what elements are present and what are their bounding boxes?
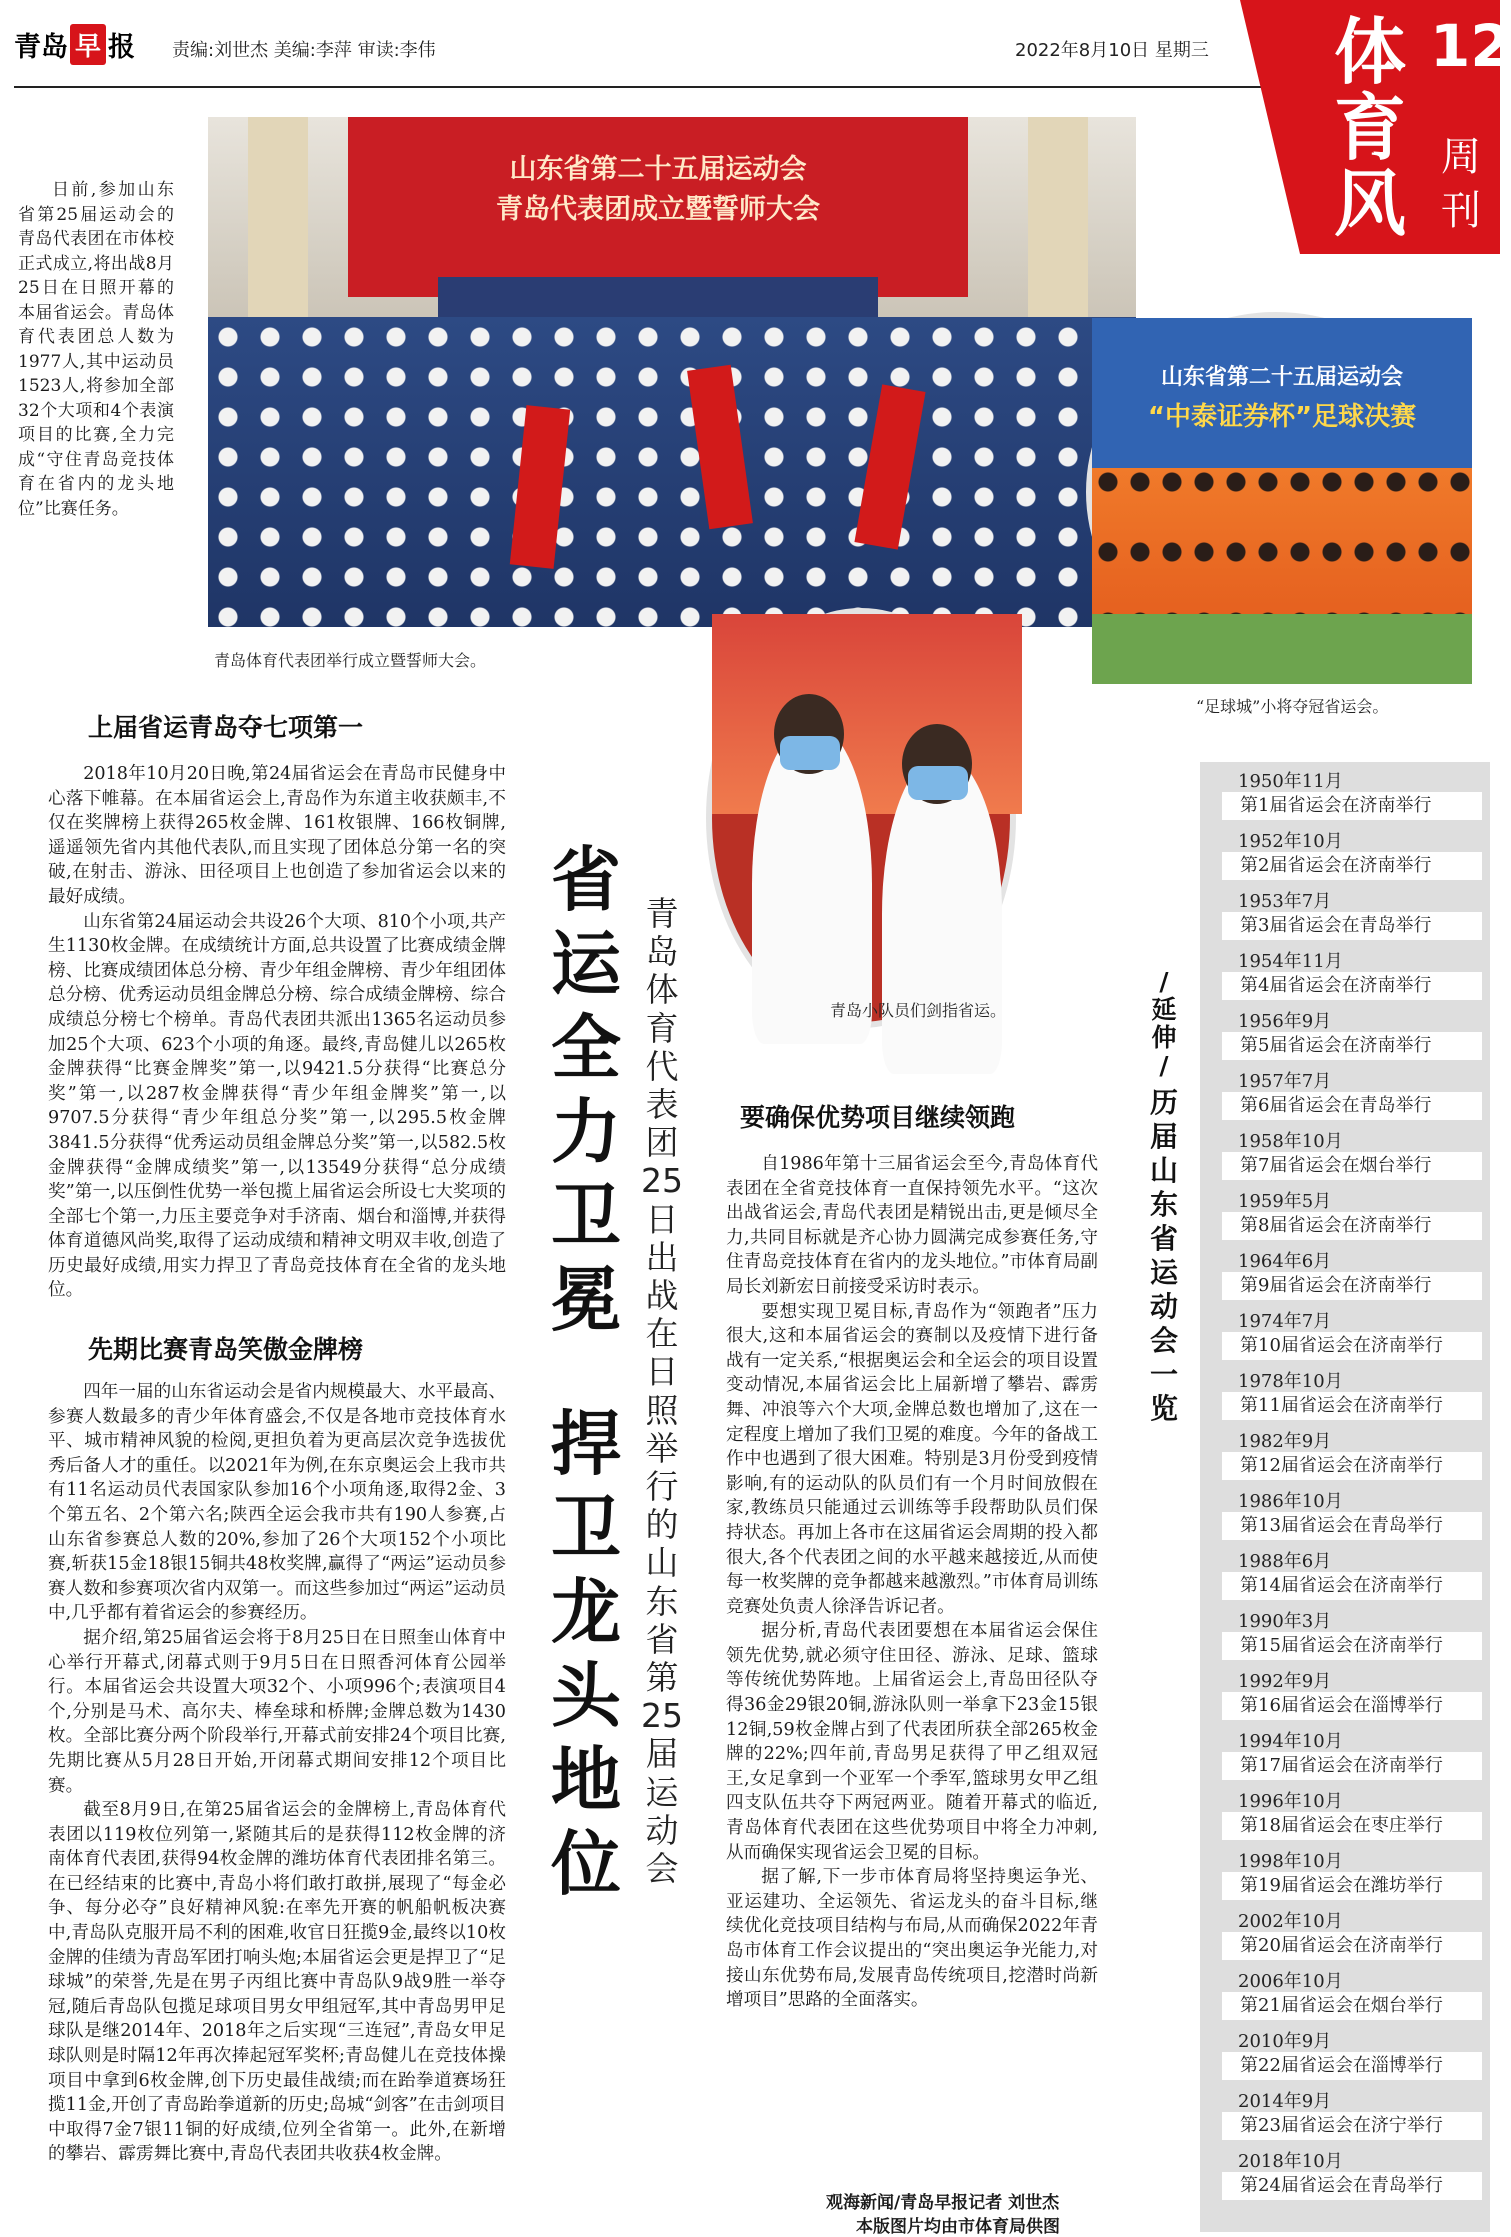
photo-ceremony-banner <box>348 117 968 297</box>
photo-ceremony-crowd <box>208 317 1136 627</box>
timeline-row <box>1200 1602 1490 1662</box>
paragraph: 据了解,下一步市体育局将坚持奥运争光、亚运建功、全运领先、省运龙头的奋斗目标,继续优化竞技项目结构与布局,从而确保2022年青岛市体育工作会议提出的“突出奥运争光能力,对接山东优势布局,发展青岛传统项目,挖潜时尚新增项目”思路的全面落实。 <box>726 1867 1098 2011</box>
photo-football-team <box>1092 468 1472 618</box>
timeline-row <box>1200 1482 1490 1542</box>
section-3-body <box>726 1152 1098 2013</box>
section-1-body <box>48 762 506 1303</box>
face-mask-icon <box>780 736 840 770</box>
timeline-date: 1952年10月 <box>1238 831 1343 852</box>
timeline-event: 第2届省运会在济南举行 <box>1222 852 1482 880</box>
masthead-name-b: 早 <box>70 24 106 65</box>
timeline-event: 第3届省运会在青岛举行 <box>1222 912 1482 940</box>
timeline-event: 第19届省运会在潍坊举行 <box>1222 1872 1482 1900</box>
timeline-row <box>1200 2022 1490 2082</box>
timeline-row <box>1200 942 1490 1002</box>
photo-ceremony-pillar <box>248 117 308 327</box>
timeline-event: 第13届省运会在青岛举行 <box>1222 1512 1482 1540</box>
paragraph: 四年一届的山东省运动会是省内规模最大、水平最高、参赛人数最多的青少年体育盛会,不仅是各地市竞技体育水平、城市精神风貌的检阅,更担负着为更高层次竞争选拔优秀后备人才的重任。以2021年为例,在东京奥运会上我市共有11名运动员代表国家队参加16个小项角逐,取得2金、3个第五名、2个第六名;陕西全运会我市共有190人参赛,占山东省参赛总人数的20%,参加了26个大项152个小项比赛,斩获15金18银15铜共48枚奖牌,赢得了“两运”运动员参赛人数和参赛项次省内双第一。而这些参加过“两运”运动员中,几乎都有着省运会的参赛经历。 <box>48 1382 506 1624</box>
timeline-event: 第20届省运会在济南举行 <box>1222 1932 1482 1960</box>
section-2-body <box>48 1380 506 2167</box>
photo-ceremony-caption: 青岛体育代表团举行成立暨誓师大会。 <box>214 651 487 670</box>
timeline-date: 1992年9月 <box>1238 1671 1332 1692</box>
section-flag-wedge <box>1240 0 1300 254</box>
section-2-title: 先期比赛青岛笑傲金牌榜 <box>88 1335 364 1364</box>
photo-football-banner <box>1092 318 1472 468</box>
timeline-event: 第16届省运会在淄博举行 <box>1222 1692 1482 1720</box>
timeline-event: 第4届省运会在济南举行 <box>1222 972 1482 1000</box>
publication-date: 2022年8月10日 星期三 <box>1015 40 1209 61</box>
sidebar-label-text: 延伸 <box>1151 995 1177 1052</box>
masthead-name-c: 报 <box>108 31 136 63</box>
timeline-event: 第8届省运会在济南举行 <box>1222 1212 1482 1240</box>
timeline-date: 1974年7月 <box>1238 1311 1332 1332</box>
timeline-date: 1953年7月 <box>1238 891 1332 912</box>
timeline-row <box>1200 1962 1490 2022</box>
photo-football <box>1086 312 1466 672</box>
editor-credits: 责编:刘世杰 美编:李萍 审读:李伟 <box>172 40 436 61</box>
timeline-date: 1998年10月 <box>1238 1851 1343 1872</box>
photo-young-athletes-caption: 青岛小队员们剑指省运。 <box>830 1001 1007 1020</box>
timeline-event: 第9届省运会在济南举行 <box>1222 1272 1482 1300</box>
ceremony-banner-line2: 青岛代表团成立暨誓师大会 <box>496 194 820 225</box>
timeline-event: 第10届省运会在济南举行 <box>1222 1332 1482 1360</box>
timeline-date: 2010年9月 <box>1238 2031 1332 2052</box>
paragraph: 截至8月9日,在第25届省运会的金牌榜上,青岛体育代表团以119枚位列第一,紧随其后的是获得112枚金牌的济南体育代表团,获得94枚金牌的潍坊体育代表团排名第三。在已经结束的比赛中,青岛小将们敢打敢拼,展现了“每金必争、每分必夺”良好精神风貌:在率先开赛的帆船帆板决赛中,青岛队克服开局不利的困难,收官日狂揽9金,最终以10枚金牌的佳绩为青岛军团打响头炮;本届省运会更是捍卫了“足球城”的荣誉,先是在男子丙组比赛中青岛队9战9胜一举夺冠,随后青岛队包揽足球项目男女甲组冠军,其中青岛男甲足球队是继2014年、2018年之后实现“三连冠”,青岛女甲足球队则是时隔12年再次捧起冠军奖杯;青岛健儿在竞技体操项目中拿到6枚金牌,创下历史最佳战绩;而在跆拳道赛场狂揽11金,开创了青岛跆拳道新的历史;岛城“剑客”在击剑项目中取得7金7银11铜的好成绩,位列全省第一。此外,在新增的攀岩、霹雳舞比赛中,青岛代表团共收获4枚金牌。 <box>48 1800 506 2165</box>
timeline-date: 1959年5月 <box>1238 1191 1332 1212</box>
sidebar-title: 历届山东省运动会一览 <box>1149 1086 1178 1425</box>
photo-football-caption: “足球城”小将夺冠省运会。 <box>1196 697 1389 716</box>
timeline-date: 1996年10月 <box>1238 1791 1343 1812</box>
timeline-date: 1964年6月 <box>1238 1251 1332 1272</box>
timeline-event: 第7届省运会在烟台举行 <box>1222 1152 1482 1180</box>
paragraph: 据分析,青岛代表团要想在本届省运会保住领先优势,就必须守住田径、游泳、足球、篮球等传统优势阵地。上届省运会上,青岛田径队夺得36金29银20铜,游泳队则一举拿下23金15银12铜,59枚金牌占到了代表团所获全部265枚金牌的22%;四年前,青岛男足获得了甲乙组双冠王,女足拿到一个亚军一个季军,篮球男女甲乙组四支队伍共夺下两冠两亚。随着开幕式的临近,青岛体育代表团在这些优势项目中将全力冲刺,从而确保实现省运会卫冕的目标。 <box>726 1621 1098 1863</box>
timeline-date: 2002年10月 <box>1238 1911 1343 1932</box>
sidebar-label-slash: / <box>1159 967 1169 996</box>
timeline-event: 第12届省运会在济南举行 <box>1222 1452 1482 1480</box>
section-1-title: 上届省运青岛夺七项第一 <box>88 713 364 742</box>
timeline-row <box>1200 1902 1490 1962</box>
section-flag <box>1300 0 1511 254</box>
timeline-event: 第11届省运会在济南举行 <box>1222 1392 1482 1420</box>
timeline-date: 1994年10月 <box>1238 1731 1343 1752</box>
timeline-date: 1956年9月 <box>1238 1011 1332 1032</box>
timeline-date: 1986年10月 <box>1238 1491 1343 1512</box>
section-3-title: 要确保优势项目继续领跑 <box>740 1103 1016 1132</box>
timeline-date: 1978年10月 <box>1238 1371 1343 1392</box>
photo-young-athletes <box>706 608 1016 1028</box>
headline-main-2: 捍卫龙头地位 <box>551 1403 621 1905</box>
photo-ceremony-pillar <box>1028 117 1088 327</box>
section-name: 体育风 <box>1333 10 1406 246</box>
timeline-event: 第5届省运会在济南举行 <box>1222 1032 1482 1060</box>
timeline-row <box>1200 1122 1490 1182</box>
timeline-row <box>1200 882 1490 942</box>
timeline-event: 第6届省运会在青岛举行 <box>1222 1092 1482 1120</box>
masthead-name-a: 青岛 <box>14 31 68 63</box>
timeline-date: 2014年9月 <box>1238 2091 1332 2112</box>
headline-main-1: 省运全力卫冕 <box>551 839 621 1341</box>
timeline-date: 1950年11月 <box>1238 771 1343 792</box>
header-rule <box>14 86 1300 88</box>
sidebar-label-slash: / <box>1159 1051 1169 1080</box>
headline-subtitle: 青岛体育代表团25日出战在日照举行的山东省第25届运动会 <box>641 894 683 1889</box>
timeline-row <box>1200 1362 1490 1422</box>
football-banner-line2: “中泰证券杯”足球决赛 <box>1147 402 1417 432</box>
timeline-date: 1957年7月 <box>1238 1071 1332 1092</box>
timeline-date: 1958年10月 <box>1238 1131 1343 1152</box>
sidebar-label <box>1146 968 1182 1080</box>
timeline-date: 2018年10月 <box>1238 2151 1343 2172</box>
timeline-date: 1990年3月 <box>1238 1611 1332 1632</box>
timeline-row <box>1200 1782 1490 1842</box>
timeline-event: 第23届省运会在济宁举行 <box>1222 2112 1482 2140</box>
timeline-event: 第15届省运会在济南举行 <box>1222 1632 1482 1660</box>
timeline-event: 第1届省运会在济南举行 <box>1222 792 1482 820</box>
timeline-row <box>1200 1242 1490 1302</box>
timeline-row <box>1200 1062 1490 1122</box>
timeline-row <box>1200 1182 1490 1242</box>
timeline-row <box>1200 1302 1490 1362</box>
timeline-row <box>1200 2142 1490 2202</box>
timeline-date: 1982年9月 <box>1238 1431 1332 1452</box>
games-timeline <box>1200 762 1490 2232</box>
timeline-event: 第21届省运会在烟台举行 <box>1222 1992 1482 2020</box>
timeline-event: 第18届省运会在枣庄举行 <box>1222 1812 1482 1840</box>
timeline-row <box>1200 762 1490 822</box>
football-banner-line1: 山东省第二十五届运动会 <box>1160 365 1403 390</box>
timeline-row <box>1200 1542 1490 1602</box>
timeline-date: 1988年6月 <box>1238 1551 1332 1572</box>
timeline-event: 第22届省运会在淄博举行 <box>1222 2052 1482 2080</box>
photo-credit: 本版图片均由市体育局供图 <box>856 2217 1060 2237</box>
paragraph: 据介绍,第25届省运会将于8月25日在日照奎山体育中心举行开幕式,闭幕式则于9月5日在日照香河体育公园举行。本届省运会共设置大项32个、小项996个;表演项目4个,分别是马术、高尔夫、棒垒球和桥牌;金牌总数为1430枚。全部比赛分两个阶段举行,开幕式前安排24个项目比赛,先期比赛从5月28日开始,开闭幕式期间安排12个项目比赛。 <box>48 1627 506 1796</box>
ceremony-banner-line1: 山东省第二十五届运动会 <box>509 154 807 185</box>
photo-ceremony-stage <box>438 277 878 317</box>
face-mask-icon <box>908 766 968 800</box>
section-week: 周刊 <box>1441 134 1481 234</box>
timeline-row <box>1200 2082 1490 2142</box>
timeline-event: 第14届省运会在济南举行 <box>1222 1572 1482 1600</box>
timeline-row <box>1200 1842 1490 1902</box>
paragraph: 2018年10月20日晚,第24届省运会在青岛市民健身中心落下帷幕。在本届省运会上,青岛作为东道主收获颇丰,不仅在奖牌榜上获得265枚金牌、161枚银牌、166枚铜牌,遥遥领先省内其他代表队,而且实现了团体总分第一名的突破,在射击、游泳、田径项目上也创造了参加省运会以来的最好成绩。 <box>48 764 506 907</box>
timeline-date: 2006年10月 <box>1238 1971 1343 1992</box>
timeline-event: 第17届省运会在济南举行 <box>1222 1752 1482 1780</box>
paragraph: 自1986年第十三届省运会至今,青岛体育代表团在全省竞技体育一直保持领先水平。“这次出战省运会,青岛代表团是精锐出击,更是倾尽全力,共同目标就是齐心协力圆满完成参赛任务,守住青岛竞技体育在省内的龙头地位。”市体育局副局长刘新宏日前接受采访时表示。 <box>726 1154 1098 1297</box>
timeline-event: 第24届省运会在青岛举行 <box>1222 2172 1482 2200</box>
timeline-row <box>1200 1002 1490 1062</box>
page-number: 12 <box>1430 12 1511 80</box>
timeline-row <box>1200 822 1490 882</box>
timeline-row <box>1200 1662 1490 1722</box>
timeline-row <box>1200 1422 1490 1482</box>
byline: 观海新闻/青岛早报记者 刘世杰 <box>826 2193 1060 2213</box>
photo-ceremony <box>208 117 1136 627</box>
timeline-row <box>1200 1722 1490 1782</box>
paragraph: 要想实现卫冕目标,青岛作为“领跑者”压力很大,这和本届省运会的赛制以及疫情下进行备战有一定关系,“根据奥运会和全运会的项目设置变动情况,本届省运会比上届新增了攀岩、霹雳舞、冲浪等六个大项,金牌总数也增加了,这在一定程度上增加了我们卫冕的难度。今年的备战工作中也遇到了很大困难。特别是3月份受到疫情影响,有的运动队的队员们有一个月时间放假在家,教练员只能通过云训练等手段帮助队员们保持状态。再加上各市在这届省运会周期的投入都很大,各个代表团之间的水平越来越接近,从而使每一枚奖牌的竞争都越来越激烈。”市体育局训练竞赛处负责人徐泽告诉记者。 <box>726 1301 1098 1617</box>
paragraph: 山东省第24届运动会共设26个大项、810个小项,共产生1130枚金牌。在成绩统计方面,总共设置了比赛成绩金牌榜、比赛成绩团体总分榜、青少年组金牌榜、青少年组团体总分榜、优秀运动员组金牌总分榜、综合成绩金牌榜、综合成绩总分榜七个榜单。青岛代表团共派出1365名运动员参加25个大项、623个小项的角逐。最终,青岛健儿以265枚金牌获得“比赛金牌奖”第一,以9421.5分获得“比赛总分奖”第一,以287枚金牌获得“青少年组金牌奖”第一,以9707.5分获得“青少年组总分奖”第一,以295.5枚金牌3841.5分获得“优秀运动员组金牌总分奖”第一,以582.5枚金牌获得“金牌成绩奖”第一,以13549分获得“总分成绩奖”第一,以压倒性优势一举包揽上届省运会所设七大奖项的全部七个第一,力压主要竞争对手济南、烟台和淄博,并获得体育道德风尚奖,取得了运动成绩和精神文明双丰收,创造了历史最好成绩,用实力捍卫了青岛竞技体育在全省的龙头地位。 <box>48 911 506 1301</box>
intro-caption: 日前,参加山东省第25届运动会的青岛代表团在市体校正式成立,将出战8月25日在日照开幕的本届省运会。青岛体育代表团总人数为1977人,其中运动员1523人,将参加全部32个大项和4个表演项目的比赛,全力完成“守住青岛竞技体育在省内的龙头地位”比赛任务。 <box>18 180 174 519</box>
masthead-logo <box>14 22 135 66</box>
photo-football-grass <box>1092 614 1472 684</box>
timeline-date: 1954年11月 <box>1238 951 1343 972</box>
